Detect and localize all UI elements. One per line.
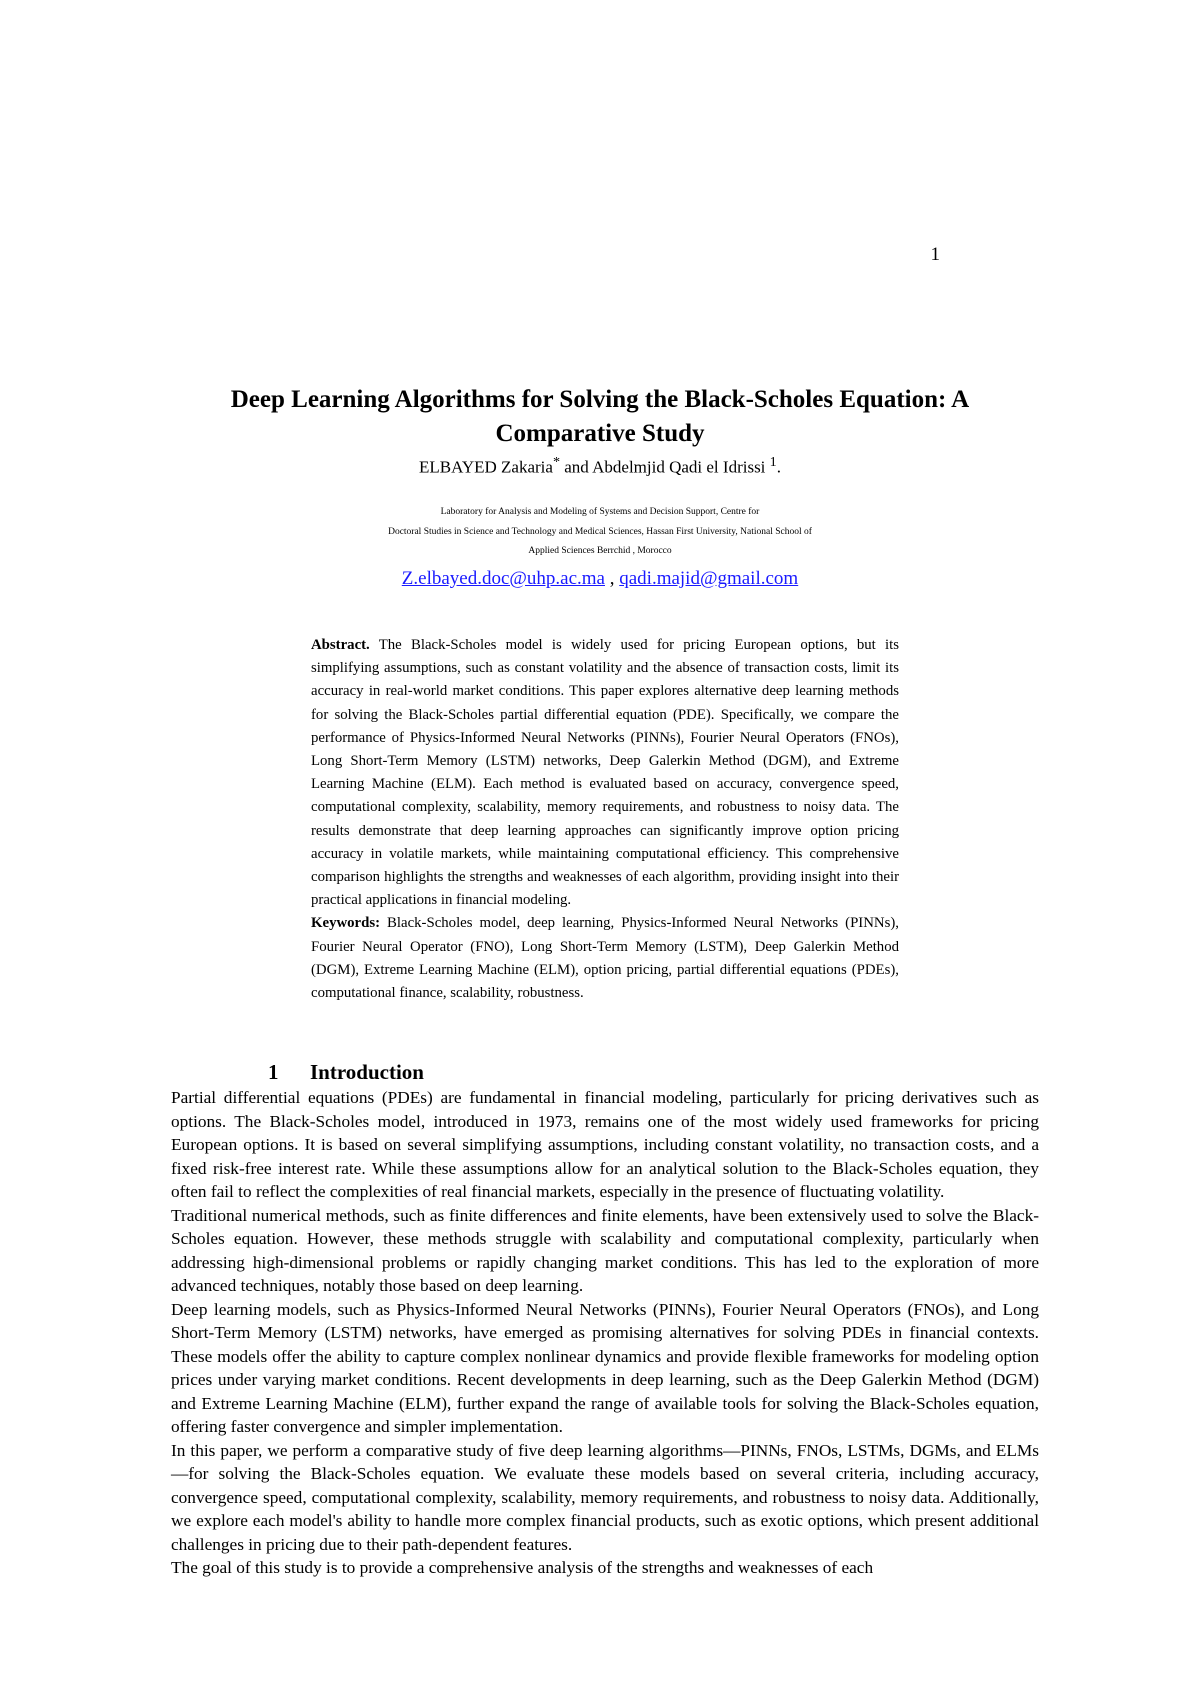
author-connector: and xyxy=(560,457,593,477)
keywords-label: Keywords: xyxy=(311,915,381,932)
introduction-body xyxy=(171,1086,1039,1580)
affiliation-line-3: Applied Sciences Berrchid , Morocco xyxy=(528,546,672,556)
abstract-text: The Black-Scholes model is widely used for pricing European options, but its simplifying assumptions, such as constant volatility and the absence of transaction costs, limit its accuracy in real-world market conditions. This paper explores alternative deep learning methods for solving the Black-Scholes partial differential equation (PDE). Specifically, we compare the performance of Physics-Informed Neural Networks (PINNs), Fourier Neural Operators (FNOs), Long Short-Term Memory (LSTM) networks, Deep Galerkin Method (DGM), and Extreme Learning Machine (ELM). Each method is evaluated based on accuracy, convergence speed, computational complexity, scalability, memory requirements, and robustness to noisy data. The results demonstrate that deep learning approaches can significantly improve option pricing accuracy in volatile markets, while maintaining computational efficiency. This comprehensive comparison highlights the strengths and weaknesses of each algorithm, providing insight into their practical applications in financial modeling. xyxy=(311,637,899,909)
email-link-2[interactable]: qadi.majid@gmail.com xyxy=(619,568,799,589)
author-2-mark: 1 xyxy=(769,454,777,470)
email-separator: , xyxy=(604,568,620,589)
author-list xyxy=(150,451,1050,479)
keywords-text: Black-Scholes model, deep learning, Physics-Informed Neural Networks (PINNs), Fourier Neural Operator (FNO), Long Short-Term Memory (LSTM), Deep Galerkin Method (DGM), Extreme Learning Machine (ELM), option pricing, partial differential equations (PDEs), computational finance, scalability, robustness. xyxy=(311,915,899,1002)
body-paragraph: The goal of this study is to provide a comprehensive analysis of the strengths and weaknesses of each xyxy=(171,1558,874,1577)
body-paragraph: In this paper, we perform a comparative study of five deep learning algorithms—PINNs, FNOs, LSTMs, DGMs, and ELMs—for solving the Black-Scholes equation. We evaluate these models based on several criteria, including accuracy, convergence speed, computational complexity, scalability, memory requirements, and robustness to noisy data. Additionally, we explore each model's ability to handle more complex financial products, such as exotic options, which present additional challenges in pricing due to their path-dependent features. xyxy=(171,1440,1039,1554)
section-title: Introduction xyxy=(310,1060,424,1084)
author-2: Abdelmjid Qadi el Idrissi xyxy=(592,457,766,477)
page-number: 1 xyxy=(930,244,940,265)
paper-title xyxy=(150,383,1050,451)
title-line-1: Deep Learning Algorithms for Solving the Black-Scholes Equation: A xyxy=(230,386,970,413)
author-1-mark: * xyxy=(552,454,561,470)
body-paragraph: Partial differential equations (PDEs) are fundamental in financial modeling, particularly for pricing derivatives such as options. The Black-Scholes model, introduced in 1973, remains one of the most widely used frameworks for pricing European options. It is based on several simplifying assumptions, including constant volatility, no transaction costs, and a fixed risk-free interest rate. While these assumptions allow for an analytical solution to the Black-Scholes equation, they often fail to reflect the complexities of real financial markets, especially in the presence of fluctuating volatility. xyxy=(171,1088,1039,1201)
affiliation xyxy=(330,500,870,562)
email-list xyxy=(150,566,1050,592)
body-paragraph: Traditional numerical methods, such as finite differences and finite elements, have been extensively used to solve the Black-Scholes equation. However, these methods struggle with scalability and computational complexity, particularly when addressing high-dimensional problems or rapidly changing market conditions. This has led to the exploration of more advanced techniques, notably those based on deep learning. xyxy=(171,1205,1039,1295)
author-trailing: . xyxy=(776,457,781,477)
affiliation-line-2: Doctoral Studies in Science and Technology and Medical Sciences, Hassan First University, National School of xyxy=(388,527,812,537)
section-heading-introduction xyxy=(268,1058,424,1086)
keywords-paragraph xyxy=(311,912,899,1005)
title-line-2: Comparative Study xyxy=(495,420,705,447)
body-paragraph: Deep learning models, such as Physics-Informed Neural Networks (PINNs), Fourier Neural Operators (FNOs), and Long Short-Term Memory (LSTM) networks, have emerged as promising alternatives for solving PDEs in financial contexts. These models offer the ability to capture complex nonlinear dynamics and provide flexible frameworks for modeling option prices under varying market conditions. Recent developments in deep learning, such as the Deep Galerkin Method (DGM) and Extreme Learning Machine (ELM), further expand the range of available tools for solving the Black-Scholes equation, offering faster convergence and simpler implementation. xyxy=(171,1299,1039,1436)
abstract-paragraph xyxy=(311,634,899,912)
abstract-block xyxy=(311,634,899,1005)
abstract-label: Abstract. xyxy=(311,637,370,653)
section-number: 1 xyxy=(268,1060,279,1084)
email-link-1[interactable]: Z.elbayed.doc@uhp.ac.ma xyxy=(401,568,605,589)
author-1: ELBAYED Zakaria xyxy=(419,457,553,477)
affiliation-line-1: Laboratory for Analysis and Modeling of Systems and Decision Support, Centre for xyxy=(440,507,760,517)
